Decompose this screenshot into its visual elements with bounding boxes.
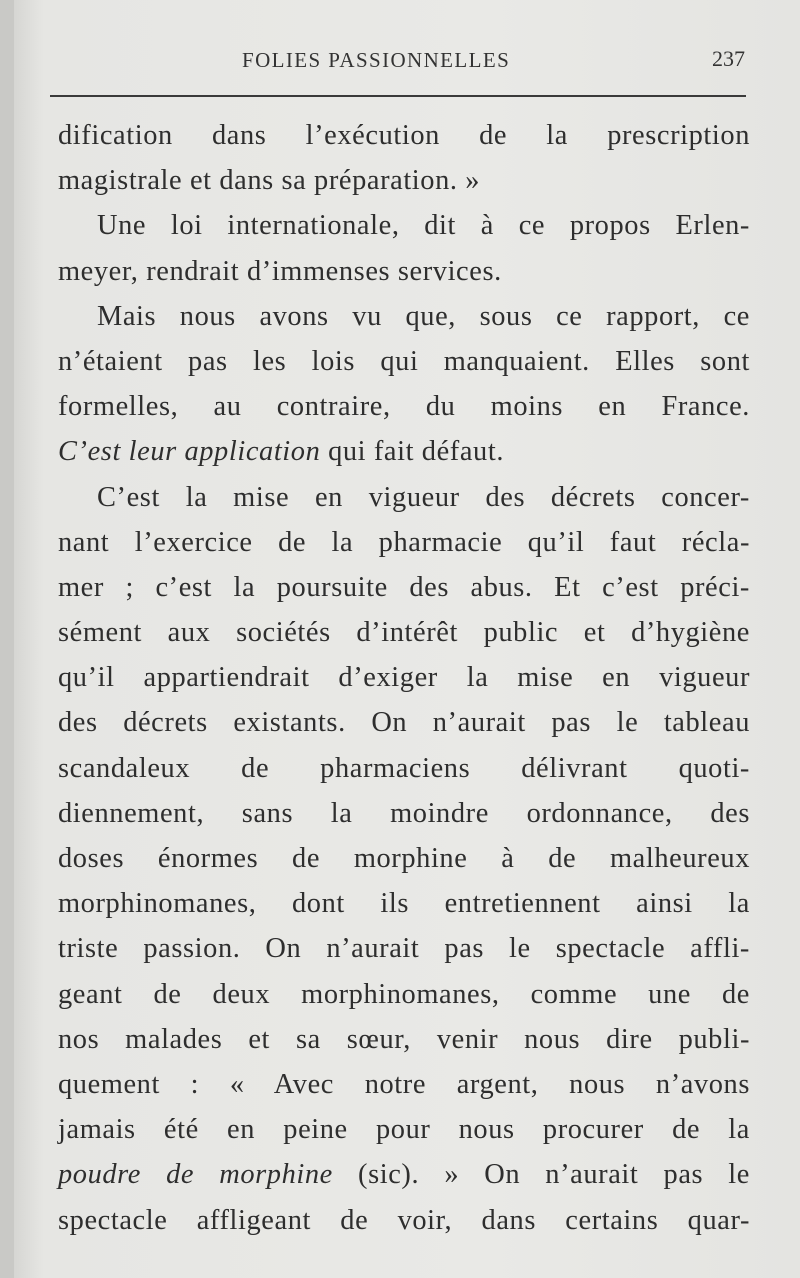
- text-line: qu’il appartiendrait d’exiger la mise en vigueur: [58, 662, 750, 694]
- text-line: nos malades et sa sœur, venir nous dire publi-: [58, 1023, 750, 1055]
- text-line: mer ; c’est la poursuite des abus. Et c’est préci-: [58, 571, 750, 603]
- text-line: [58, 429, 750, 474]
- text-line: dification dans l’exécution de la prescription: [58, 120, 750, 151]
- running-head: [14, 44, 800, 74]
- text-line: doses énormes de morphine à de malheureux: [58, 843, 750, 874]
- text-line: morphinomanes, dont ils entretiennent ainsi la: [58, 888, 750, 920]
- text-line: [58, 1152, 750, 1197]
- text-line: meyer, rendrait d’immenses services.: [58, 255, 502, 287]
- body-text: [58, 113, 750, 1243]
- text-line: scandaleux de pharmaciens délivrant quoti-: [58, 752, 750, 784]
- text-line: formelles, au contraire, du moins en France.: [58, 391, 750, 423]
- italic-phrase: C’est leur application: [58, 436, 321, 468]
- text-line: C’est la mise en vigueur des décrets concer-: [97, 481, 750, 513]
- text-line: geant de deux morphinomanes, comme une de: [58, 978, 750, 1010]
- text-line: sément aux sociétés d’intérêt public et d’hygiène: [58, 617, 750, 649]
- text-line: Mais nous avons vu que, sous ce rapport, ce: [97, 300, 750, 332]
- text-line: Une loi internationale, dit à ce propos Erlen-: [97, 210, 750, 242]
- running-title: FOLIES PASSIONNELLES: [242, 48, 511, 72]
- text-line: diennement, sans la moindre ordonnance, des: [58, 797, 750, 829]
- text-run: qui fait défaut.: [320, 436, 505, 468]
- book-page: [14, 0, 800, 1278]
- text-line: nant l’exercice de la pharmacie qu’il faut récla-: [58, 526, 750, 558]
- header-rule: [50, 95, 746, 97]
- text-line: des décrets existants. On n’aurait pas le tableau: [58, 707, 750, 739]
- page-number: 237: [712, 46, 745, 71]
- text-line: quement : « Avec notre argent, nous n’avons: [58, 1068, 750, 1100]
- text-line: spectacle affligeant de voir, dans certains quar-: [58, 1204, 750, 1236]
- text-run: (sic). » On n’aurait pas le: [332, 1159, 750, 1191]
- text-line: triste passion. On n’aurait pas le spectacle affli-: [58, 933, 750, 965]
- italic-phrase: poudre de morphine: [58, 1159, 333, 1191]
- text-line: jamais été en peine pour nous procurer de la: [58, 1114, 750, 1146]
- text-line: n’étaient pas les lois qui manquaient. Elles sont: [58, 345, 750, 377]
- text-line: magistrale et dans sa préparation. »: [58, 165, 481, 197]
